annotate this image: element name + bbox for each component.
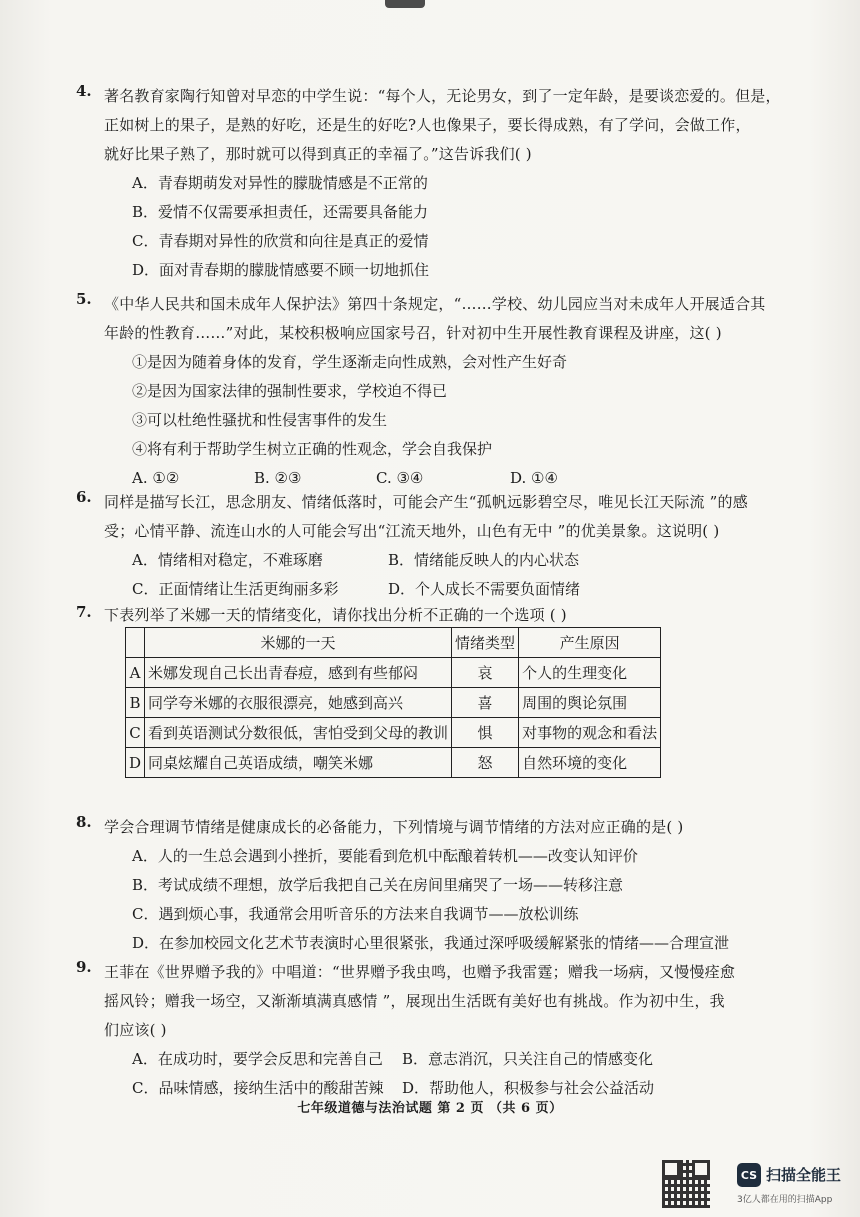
question-4 — [76, 82, 781, 285]
question-number: 7. — [76, 603, 92, 621]
table-cell: 自然环境的变化 — [519, 748, 661, 778]
table-cell: A — [126, 658, 145, 688]
table-cell: B — [126, 688, 145, 718]
question-7 — [76, 603, 764, 627]
question-text: 著名教育家陶行知曾对早恋的中学生说：“每个人，无论男女，到了一定年龄，是要谈恋爱的。但是， — [104, 87, 781, 105]
question-number: 4. — [76, 82, 92, 100]
table-row — [126, 748, 661, 778]
option-row — [104, 575, 764, 604]
option-c: C．正面情绪让生活更绚丽多彩 — [132, 580, 339, 598]
question-text: 《中华人民共和国未成年人保护法》第四十条规定，“……学校、幼儿园应当对未成年人开展适合其 — [104, 295, 766, 313]
question-9 — [76, 958, 764, 1103]
table-cell: 同学夸米娜的衣服很漂亮，她感到高兴 — [145, 688, 452, 718]
option-c: C．青春期对异性的欣赏和向往是真正的爱情 — [132, 232, 429, 250]
table-cell: 同桌炫耀自己英语成绩，嘲笑米娜 — [145, 748, 452, 778]
table-row — [126, 718, 661, 748]
option-c: C．遇到烦心事，我通常会用听音乐的方法来自我调节——放松训练 — [132, 905, 579, 923]
table-cell: 喜 — [452, 688, 519, 718]
scanner-app-tagline: 3亿人都在用的扫描App — [737, 1195, 833, 1205]
question-text: 受；心情平静、流连山水的人可能会写出“江流天地外，山色有无中 ”的优美景象。这说明( ) — [104, 522, 720, 540]
question-text: 王菲在《世界赠予我的》中唱道：“世界赠予我虫鸣，也赠予我雷霆；赠我一场病，又慢慢痊愈 — [104, 963, 736, 981]
table-cell: 对事物的观念和看法 — [519, 718, 661, 748]
table-header: 产生原因 — [519, 628, 661, 658]
statement-2: ②是因为国家法律的强制性要求，学校迫不得已 — [132, 382, 448, 400]
question-text: 摇风铃；赠我一场空，又渐渐填满真感情 ”，展现出生活既有美好也有挑战。作为初中生，我 — [104, 992, 725, 1010]
table-header: 情绪类型 — [452, 628, 519, 658]
option-d: D．面对青春期的朦胧情感要不顾一切地抓住 — [132, 261, 430, 279]
binding-mark — [385, 0, 425, 8]
option-b: B．意志消沉，只关注自己的情感变化 — [402, 1050, 654, 1068]
question-text: 学会合理调节情绪是健康成长的必备能力，下列情境与调节情绪的方法对应正确的是( ) — [104, 818, 684, 836]
table-cell: 惧 — [452, 718, 519, 748]
option-d: D．个人成长不需要负面情绪 — [388, 580, 581, 598]
question-text: 就好比果子熟了，那时就可以得到真正的幸福了。”这告诉我们( ) — [104, 145, 532, 163]
table-row — [126, 658, 661, 688]
table-header-row — [126, 628, 661, 658]
option-a: A. ①② — [132, 469, 180, 487]
table-cell: 怒 — [452, 748, 519, 778]
option-a: A．人的一生总会遇到小挫折，要能看到危机中酝酿着转机——改变认知评价 — [132, 847, 638, 865]
statement-1: ①是因为随着身体的发育，学生逐渐走向性成熟，会对性产生好奇 — [132, 353, 568, 371]
option-row — [104, 1045, 764, 1074]
table-cell: 米娜发现自己长出青春痘，感到有些郁闷 — [145, 658, 452, 688]
question-number: 9. — [76, 958, 92, 976]
option-d: D. ①④ — [510, 469, 558, 487]
question-text: 年龄的性教育……”对此，某校积极响应国家号召，针对初中生开展性教育课程及讲座，这( ) — [104, 324, 722, 342]
table-cell: 周围的舆论氛围 — [519, 688, 661, 718]
question-number: 6. — [76, 488, 92, 506]
table-row — [126, 688, 661, 718]
camscanner-logo-icon: CS — [737, 1163, 761, 1187]
option-b: B．爱情不仅需要承担责任，还需要具备能力 — [132, 203, 429, 221]
question-text: 们应该( ) — [104, 1021, 167, 1039]
table-cell: 个人的生理变化 — [519, 658, 661, 688]
qr-code-icon — [662, 1160, 710, 1208]
option-row — [104, 546, 764, 575]
statement-3: ③可以杜绝性骚扰和性侵害事件的发生 — [132, 411, 388, 429]
option-c: C. ③④ — [376, 469, 424, 487]
option-c: C．品味情感，接纳生活中的酸甜苦辣 — [132, 1079, 384, 1097]
table-cell: 哀 — [452, 658, 519, 688]
option-b: B．考试成绩不理想，放学后我把自己关在房间里痛哭了一场——转移注意 — [132, 876, 624, 894]
statement-4: ④将有利于帮助学生树立正确的性观念，学会自我保护 — [132, 440, 493, 458]
question-text: 正如树上的果子，是熟的好吃，还是生的好吃?人也像果子，要长得成熟，有了学问，会做工作， — [104, 116, 751, 134]
question-5 — [76, 290, 766, 493]
option-a: A．青春期萌发对异性的朦胧情感是不正常的 — [132, 174, 428, 192]
option-a: A．在成功时，要学会反思和完善自己 — [132, 1050, 383, 1068]
table-header: 米娜的一天 — [145, 628, 452, 658]
table-cell: 看到英语测试分数很低，害怕受到父母的教训 — [145, 718, 452, 748]
table-cell: D — [126, 748, 145, 778]
question-6 — [76, 488, 764, 604]
option-b: B．情绪能反映人的内心状态 — [388, 551, 580, 569]
question-text: 下表列举了米娜一天的情绪变化，请你找出分析不正确的一个选项 ( ) — [104, 606, 567, 624]
question-number: 8. — [76, 813, 92, 831]
option-d: D．帮助他人，积极参与社会公益活动 — [402, 1079, 655, 1097]
option-d: D．在参加校园文化艺术节表演时心里很紧张，我通过深呼吸缓解紧张的情绪——合理宣泄 — [132, 934, 730, 952]
mood-table — [125, 627, 661, 778]
table-cell: C — [126, 718, 145, 748]
option-b: B. ②③ — [254, 469, 302, 487]
question-number: 5. — [76, 290, 92, 308]
question-text: 同样是描写长江，思念朋友、情绪低落时，可能会产生“孤帆远影碧空尽，唯见长江天际流 ”的感 — [104, 493, 748, 511]
page-footer: 七年级道德与法治试题 第 2 页 （共 6 页） — [297, 1101, 563, 1116]
option-a: A．情绪相对稳定，不难琢磨 — [132, 551, 323, 569]
scanner-app-name: 扫描全能王 — [766, 1166, 842, 1184]
question-8 — [76, 813, 764, 958]
table-header — [126, 628, 145, 658]
